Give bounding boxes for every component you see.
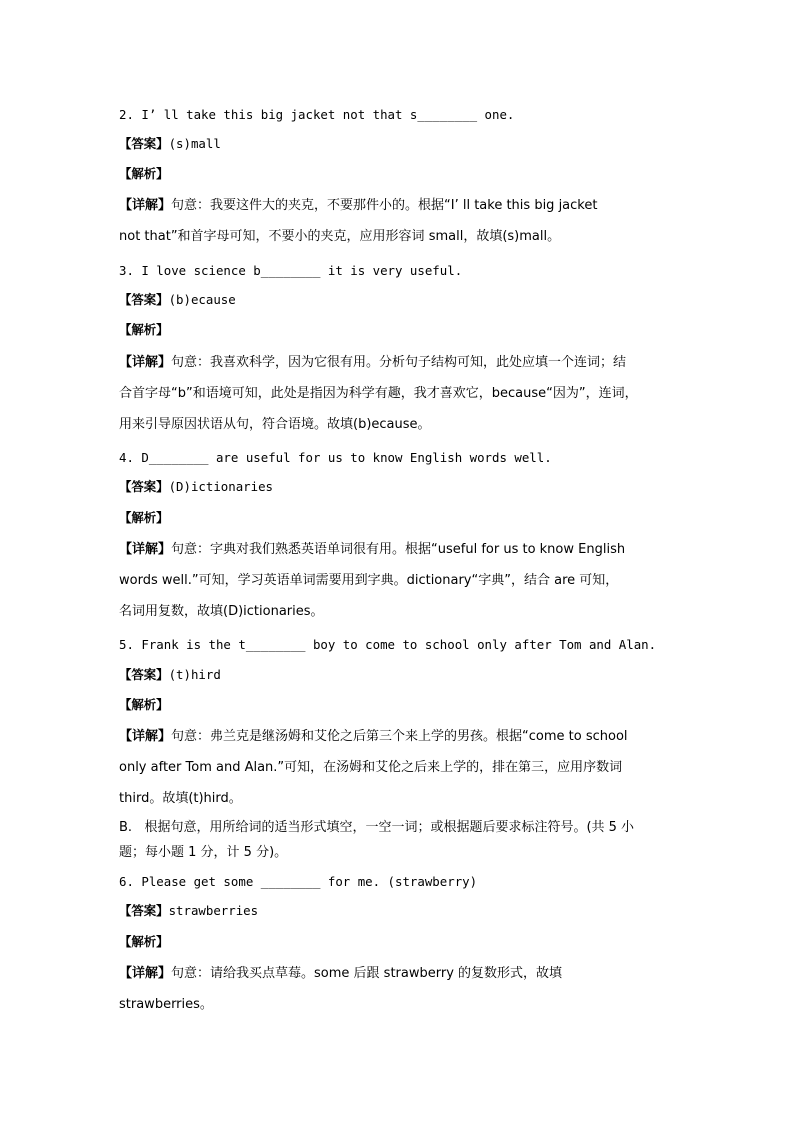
section-b-line-1: B. 根据句意，用所给词的适当形式填空，一空一词；或根据题后要求标注符号。(共 5 小 [119,820,635,835]
analysis-label: 【解析】 [119,322,169,337]
detail-2-line-1: 【详解】句意：我要这件大的夹克，不要那件小的。根据“I’ ll take this big jacket [119,198,598,213]
analysis-label: 【解析】 [119,166,169,181]
answer-label: 【答案】 [119,667,169,682]
answer-label: 【答案】 [119,292,169,307]
question-2: 2. I’ ll take this big jacket not that s________ one. [119,107,515,122]
analysis-4 [119,510,169,526]
analysis-5 [119,697,169,713]
analysis-label: 【解析】 [119,697,169,712]
detail-4-line-3: 名词用复数，故填(D)ictionaries。 [119,604,324,619]
question-6: 6. Please get some ________ for me. (strawberry) [119,874,478,889]
analysis-label: 【解析】 [119,934,169,949]
detail-5-line-2: only after Tom and Alan.”可知，在汤姆和艾伦之后来上学的，排在第三，应用序数词 [119,760,623,775]
question-3: 3. I love science b________ it is very useful. [119,263,463,278]
answer-label: 【答案】 [119,479,169,494]
answer-3 [119,292,236,308]
detail-4-line-1: 【详解】句意：字典对我们熟悉英语单词很有用。根据“useful for us to know English [119,542,626,557]
detail-3-line-2: 合首字母“b”和语境可知，此处是指因为科学有趣，我才喜欢它，because“因为”，连词， [119,386,638,401]
detail-3-line-3: 用来引导原因状语从句，符合语境。故填(b)ecause。 [119,417,431,432]
answer-text: (D)ictionaries [168,479,273,494]
answer-2 [119,136,221,152]
answer-label: 【答案】 [119,136,169,151]
analysis-3 [119,322,169,338]
question-4: 4. D________ are useful for us to know English words well. [119,450,552,465]
answer-text: (s)mall [168,136,221,151]
analysis-label: 【解析】 [119,510,169,525]
detail-label: 【详解】 [119,542,172,557]
analysis-6 [119,934,169,950]
detail-label: 【详解】 [119,966,172,981]
detail-4-line-2: words well.”可知，学习英语单词需要用到字典。dictionary“字典”，结合 are 可知， [119,573,619,588]
detail-label: 【详解】 [119,198,172,213]
detail-label: 【详解】 [119,355,172,370]
question-5: 5. Frank is the t________ boy to come to school only after Tom and Alan. [119,637,657,652]
answer-4 [119,479,273,495]
answer-6 [119,903,258,919]
detail-5-line-3: third。故填(t)hird。 [119,791,242,806]
analysis-2 [119,166,169,182]
detail-2-line-2: not that”和首字母可知，不要小的夹克，应用形容词 small，故填(s)mall。 [119,229,561,244]
answer-5 [119,667,221,683]
detail-3-line-1: 【详解】句意：我喜欢科学，因为它很有用。分析句子结构可知，此处应填一个连词；结 [119,355,627,370]
detail-5-line-1: 【详解】句意：弗兰克是继汤姆和艾伦之后第三个来上学的男孩。根据“come to school [119,729,628,744]
detail-6-line-1: 【详解】句意：请给我买点草莓。some 后跟 strawberry 的复数形式，故填 [119,966,563,981]
answer-label: 【答案】 [119,903,169,918]
answer-text: strawberries [168,903,259,918]
answer-text: (b)ecause [168,292,236,307]
answer-text: (t)hird [168,667,221,682]
detail-6-line-2: strawberries。 [119,997,213,1012]
section-b-line-2: 题；每小题 1 分，计 5 分)。 [119,845,288,860]
detail-label: 【详解】 [119,729,172,744]
